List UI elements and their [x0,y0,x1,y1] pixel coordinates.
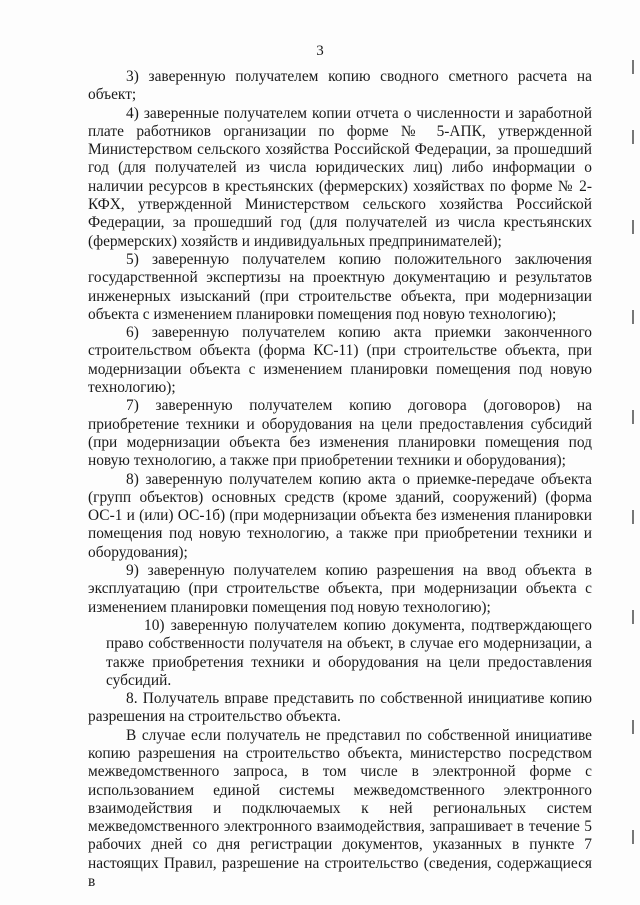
scan-edge-mark [632,510,634,524]
scan-edge-mark [632,310,634,324]
scan-edge-mark [632,830,634,844]
paragraph-item-4: 4) заверенные получателем копии отчета о численности и заработной плате работников организации по форме № 5-АПК, утвержденной Министерством сельского хозяйства Российской Федерации, за прошедший год (для получателей из числа юридических лиц) либо информации о наличии ресурсов в крестьянских (фермерских) хозяйствах по форме № 2-КФХ, утвержденной Министерством сельского хозяйства Российской Федерации, за прошедший год (для получателей из числа крестьянских (фермерских) хозяйств и индивидуальных предпринимателей); [88,104,592,250]
scan-edge-marks [632,40,636,900]
paragraph-item-6: 6) заверенную получателем копию акта приемки законченного строительством объекта (форма КС-11) (при строительстве объекта, при модернизации объекта с изменением планировки помещения под новую технологию); [88,324,592,397]
paragraph-clause-8-continued: В случае если получатель не представил по собственной инициативе копию разрешения на строительство объекта, министерство посредством межведомственного запроса, в том числе в электронной форме с использованием единой системы межведомственного электронного взаимодействия и подключаемых к ней региональных систем межведомственного электронного взаимодействия, запрашивает в течение 5 рабочих дней со дня регистрации документов, указанных в пункте 7 настоящих Правил, разрешение на строительство (сведения, содержащиеся в [88,726,592,891]
scan-edge-mark [632,720,634,734]
paragraph-clause-8: 8. Получатель вправе представить по собственной инициативе копию разрешения на строительство объекта. [88,690,592,726]
document-body [88,68,592,891]
scan-edge-mark [632,610,634,624]
paragraph-item-3: 3) заверенную получателем копию сводного сметного расчета на объект; [88,68,592,104]
paragraph-item-8: 8) заверенную получателем копию акта о приемке-передаче объекта (групп объектов) основных средств (кроме зданий, сооружений) (форма ОС-1 и (или) ОС-1б) (при модернизации объекта без изменения планировки помещения под новую технологию, а также при приобретении техники и оборудования); [88,470,592,561]
scan-edge-mark [632,410,634,424]
paragraph-item-7: 7) заверенную получателем копию договора (договоров) на приобретение техники и оборудования на цели предоставления субсидий (при модернизации объекта без изменения планировки помещения под новую технологию, а также при приобретении техники и оборудования); [88,397,592,470]
scan-edge-mark [632,220,634,234]
scan-edge-mark [632,60,634,74]
paragraph-item-5: 5) заверенную получателем копию положительного заключения государственной экспертизы на проектную документацию и результатов инженерных изысканий (при строительстве объекта, при модернизации объекта с изменением планировки помещения под новую технологию); [88,250,592,323]
paragraph-item-10: 10) заверенную получателем копию документа, подтверждающего право собственности получателя на объект, в случае его модернизации, а также приобретения техники и оборудования на цели предоставления субсидий. [106,616,592,689]
scan-edge-mark [632,130,634,144]
page-number: 3 [316,43,324,59]
paragraph-item-9: 9) заверенную получателем копию разрешения на ввод объекта в эксплуатацию (при строительстве объекта, при модернизации объекта с изменением планировки помещения под новую технологию); [88,562,592,616]
